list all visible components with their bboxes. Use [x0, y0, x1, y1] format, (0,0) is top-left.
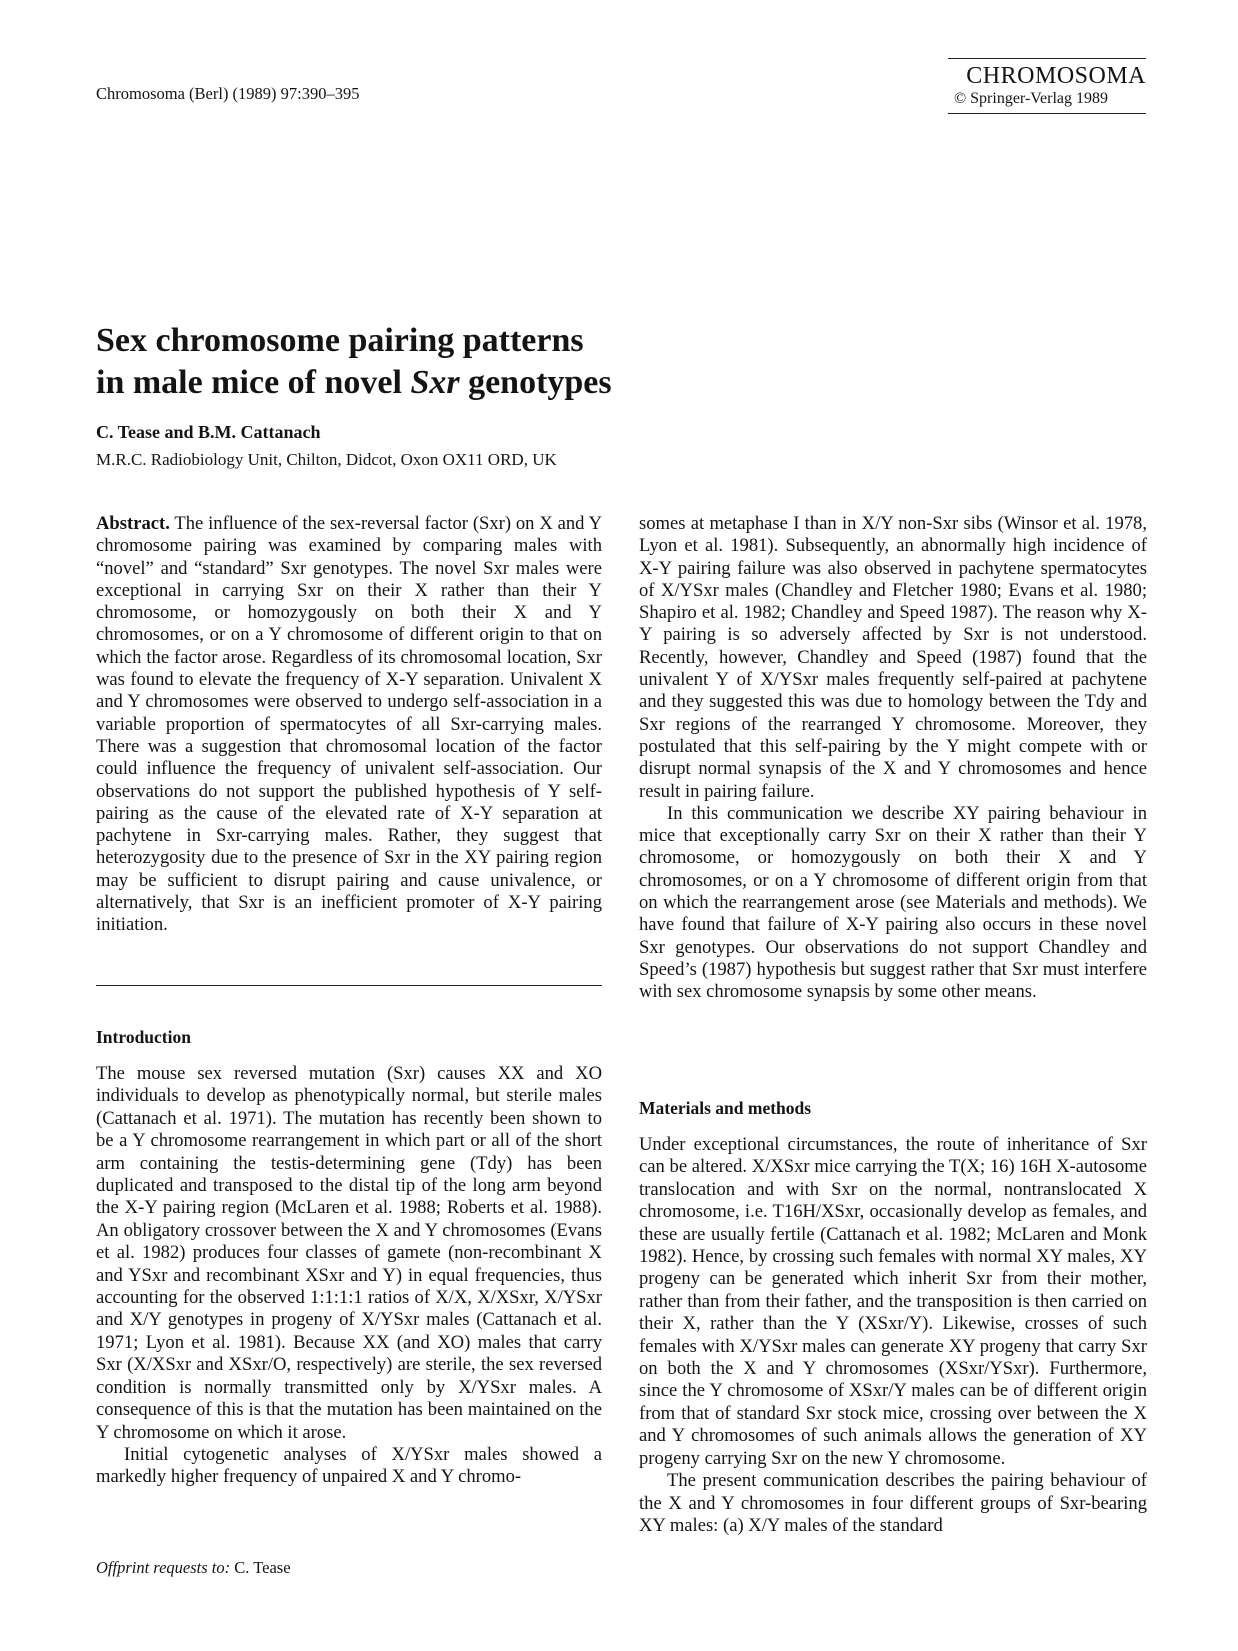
introduction-para-1: The mouse sex reversed mutation (Sxr) causes XX and XO individuals to develop as phenotypically normal, but sterile males (Cattanach et al. 1971). The mutation has recently been shown to be a Y chromosome rearrangement in which part or all of the short arm containing the testis-determining gene (Tdy) has been duplicated and transposed to the distal tip of the long arm beyond the X-Y pairing region (McLaren et al. 1988; Roberts et al. 1988). An obligatory crossover between the X and Y chromosomes (Evans et al. 1982) produces four classes of gamete (non-recombinant X and YSxr and recombinant XSxr and Y) in equal frequencies, thus accounting for the observed 1:1:1:1 ratios of X/X, X/XSxr, X/YSxr and X/Y genotypes in progeny of X/YSxr males (Cattanach et al. 1971; Lyon et al. 1981). Because XX (and XO) males that carry Sxr (X/XSxr and XSxr/O, respectively) are sterile, the sex reversed condition is normally transmitted only by X/YSxr males. A consequence of this is that the mutation has been maintained on the Y chromosome on which it arose. [96, 1063, 602, 1443]
publisher-copyright: © Springer-Verlag 1989 [954, 90, 1109, 107]
introduction-body [96, 1063, 602, 1489]
article-title [96, 320, 612, 404]
affiliation: M.R.C. Radiobiology Unit, Chilton, Didcot, Oxon OX11 ORD, UK [96, 450, 557, 469]
journal-reference: Chromosoma (Berl) (1989) 97:390–395 [96, 84, 360, 103]
offprint-value: C. Tease [230, 1558, 291, 1577]
section-divider [96, 985, 602, 986]
title-italic-sxr: Sxr [410, 364, 460, 401]
title-line-2-post: genotypes [459, 364, 612, 401]
right-para-2: In this communication we describe XY pairing behaviour in mice that exceptionally carry Sxr on their X rather than their Y chromosome, or homozygously on both their X and Y chromosomes, or on a Y chromosome of different origin from that on which the rearrangement arose (see Materials and methods). We have found that failure of X-Y pairing also occurs in these novel Sxr genotypes. Our observations do not support Chandley and Speed’s (1987) hypothesis but suggest rather that Sxr must interfere with sex chromosome synapsis by some other means. [639, 802, 1147, 1003]
abstract-label: Abstract. [96, 513, 170, 534]
journal-brand [948, 58, 1146, 114]
materials-para-1: Under exceptional circumstances, the route of inheritance of Sxr can be altered. X/XSxr mice carrying the T(X; 16) 16H X-autosome translocation and with Sxr on the normal, nontranslocated X chromosome, i.e. T16H/XSxr, occasionally develop as females, and these are usually fertile (Cattanach et al. 1982; McLaren and Monk 1982). Hence, by crossing such females with normal XY males, XY progeny can be generated which inherit Sxr from their mother, rather than from their father, and the transposition is then carried on their X, rather than the Y (XSxr/Y). Likewise, crosses of such females with X/YSxr males can generate XY progeny that carry Sxr on both the X and Y chromosomes (XSxr/YSxr). Furthermore, since the Y chromosome of XSxr/Y males can be of different origin from that of standard Sxr stock mice, crossing over between the X and Y chromosomes of such animals allows the generation of XY progeny carrying Sxr on the new Y chromosome. [639, 1134, 1147, 1469]
introduction-heading: Introduction [96, 1027, 191, 1047]
abstract [96, 513, 602, 937]
abstract-text: The influence of the sex-reversal factor (Sxr) on X and Y chromosome pairing was examined by comparing males with “novel” and “standard” Sxr genotypes. The novel Sxr males were exceptional in carrying Sxr on their X rather than their Y chromosome, or homozygously on both their X and Y chromosomes, or on a Y chromosome of different origin to that on which the factor arose. Regardless of its chromosomal location, Sxr was found to elevate the frequency of X-Y separation. Univalent X and Y chromosomes were observed to undergo self-association in a variable proportion of spermatocytes of all Sxr-carrying males. There was a suggestion that chromosomal location of the factor could influence the frequency of univalent self-association. Our observations do not support the published hypothesis of Y self-pairing as the cause of the elevated rate of X-Y separation at pachytene in Sxr-carrying males. Rather, they suggest that heterozygosity due to the presence of Sxr in the XY pairing region may be sufficient to disrupt pairing and cause univalence, or alternatively, that Sxr is an inefficient promoter of X-Y pairing initiation. [96, 513, 603, 936]
title-line-2 [96, 362, 612, 404]
materials-para-2: The present communication describes the pairing behaviour of the X and Y chromosomes in four different groups of Sxr-bearing XY males: (a) X/Y males of the standard [639, 1470, 1147, 1536]
title-line-2-pre: in male mice of novel [96, 364, 411, 401]
right-para-1: somes at metaphase I than in X/Y non-Sxr sibs (Winsor et al. 1978, Lyon et al. 1981). Subsequently, an abnormally high incidence of X-Y pairing failure was also observed in pachytene spermatocytes of X/YSxr males (Chandley and Fletcher 1980; Evans et al. 1980; Shapiro et al. 1982; Chandley and Speed 1987). The reason why X-Y pairing is so adversely affected by Sxr is not understood. Recently, however, Chandley and Speed (1987) found that the univalent Y of X/YSxr males frequently self-paired at pachytene and they suggested this was due to homology between the Tdy and Sxr regions of the rearranged Y chromosome. Moreover, they postulated that this self-pairing by the Y might compete with or disrupt normal synapsis of the X and Y chromosomes and hence result in pairing failure. [639, 513, 1147, 802]
journal-name: CHROMOSOMA [966, 63, 1146, 89]
materials-methods-heading: Materials and methods [639, 1098, 812, 1118]
materials-methods-body [639, 1134, 1147, 1537]
right-column-body [639, 513, 1147, 1004]
authors: C. Tease and B.M. Cattanach [96, 422, 321, 442]
offprint-footnote [96, 1558, 291, 1578]
title-line-1: Sex chromosome pairing patterns [96, 322, 584, 359]
introduction-para-2: Initial cytogenetic analyses of X/YSxr males showed a markedly higher frequency of unpaired X and Y chromo- [96, 1443, 602, 1488]
offprint-label: Offprint requests to: [96, 1558, 231, 1577]
